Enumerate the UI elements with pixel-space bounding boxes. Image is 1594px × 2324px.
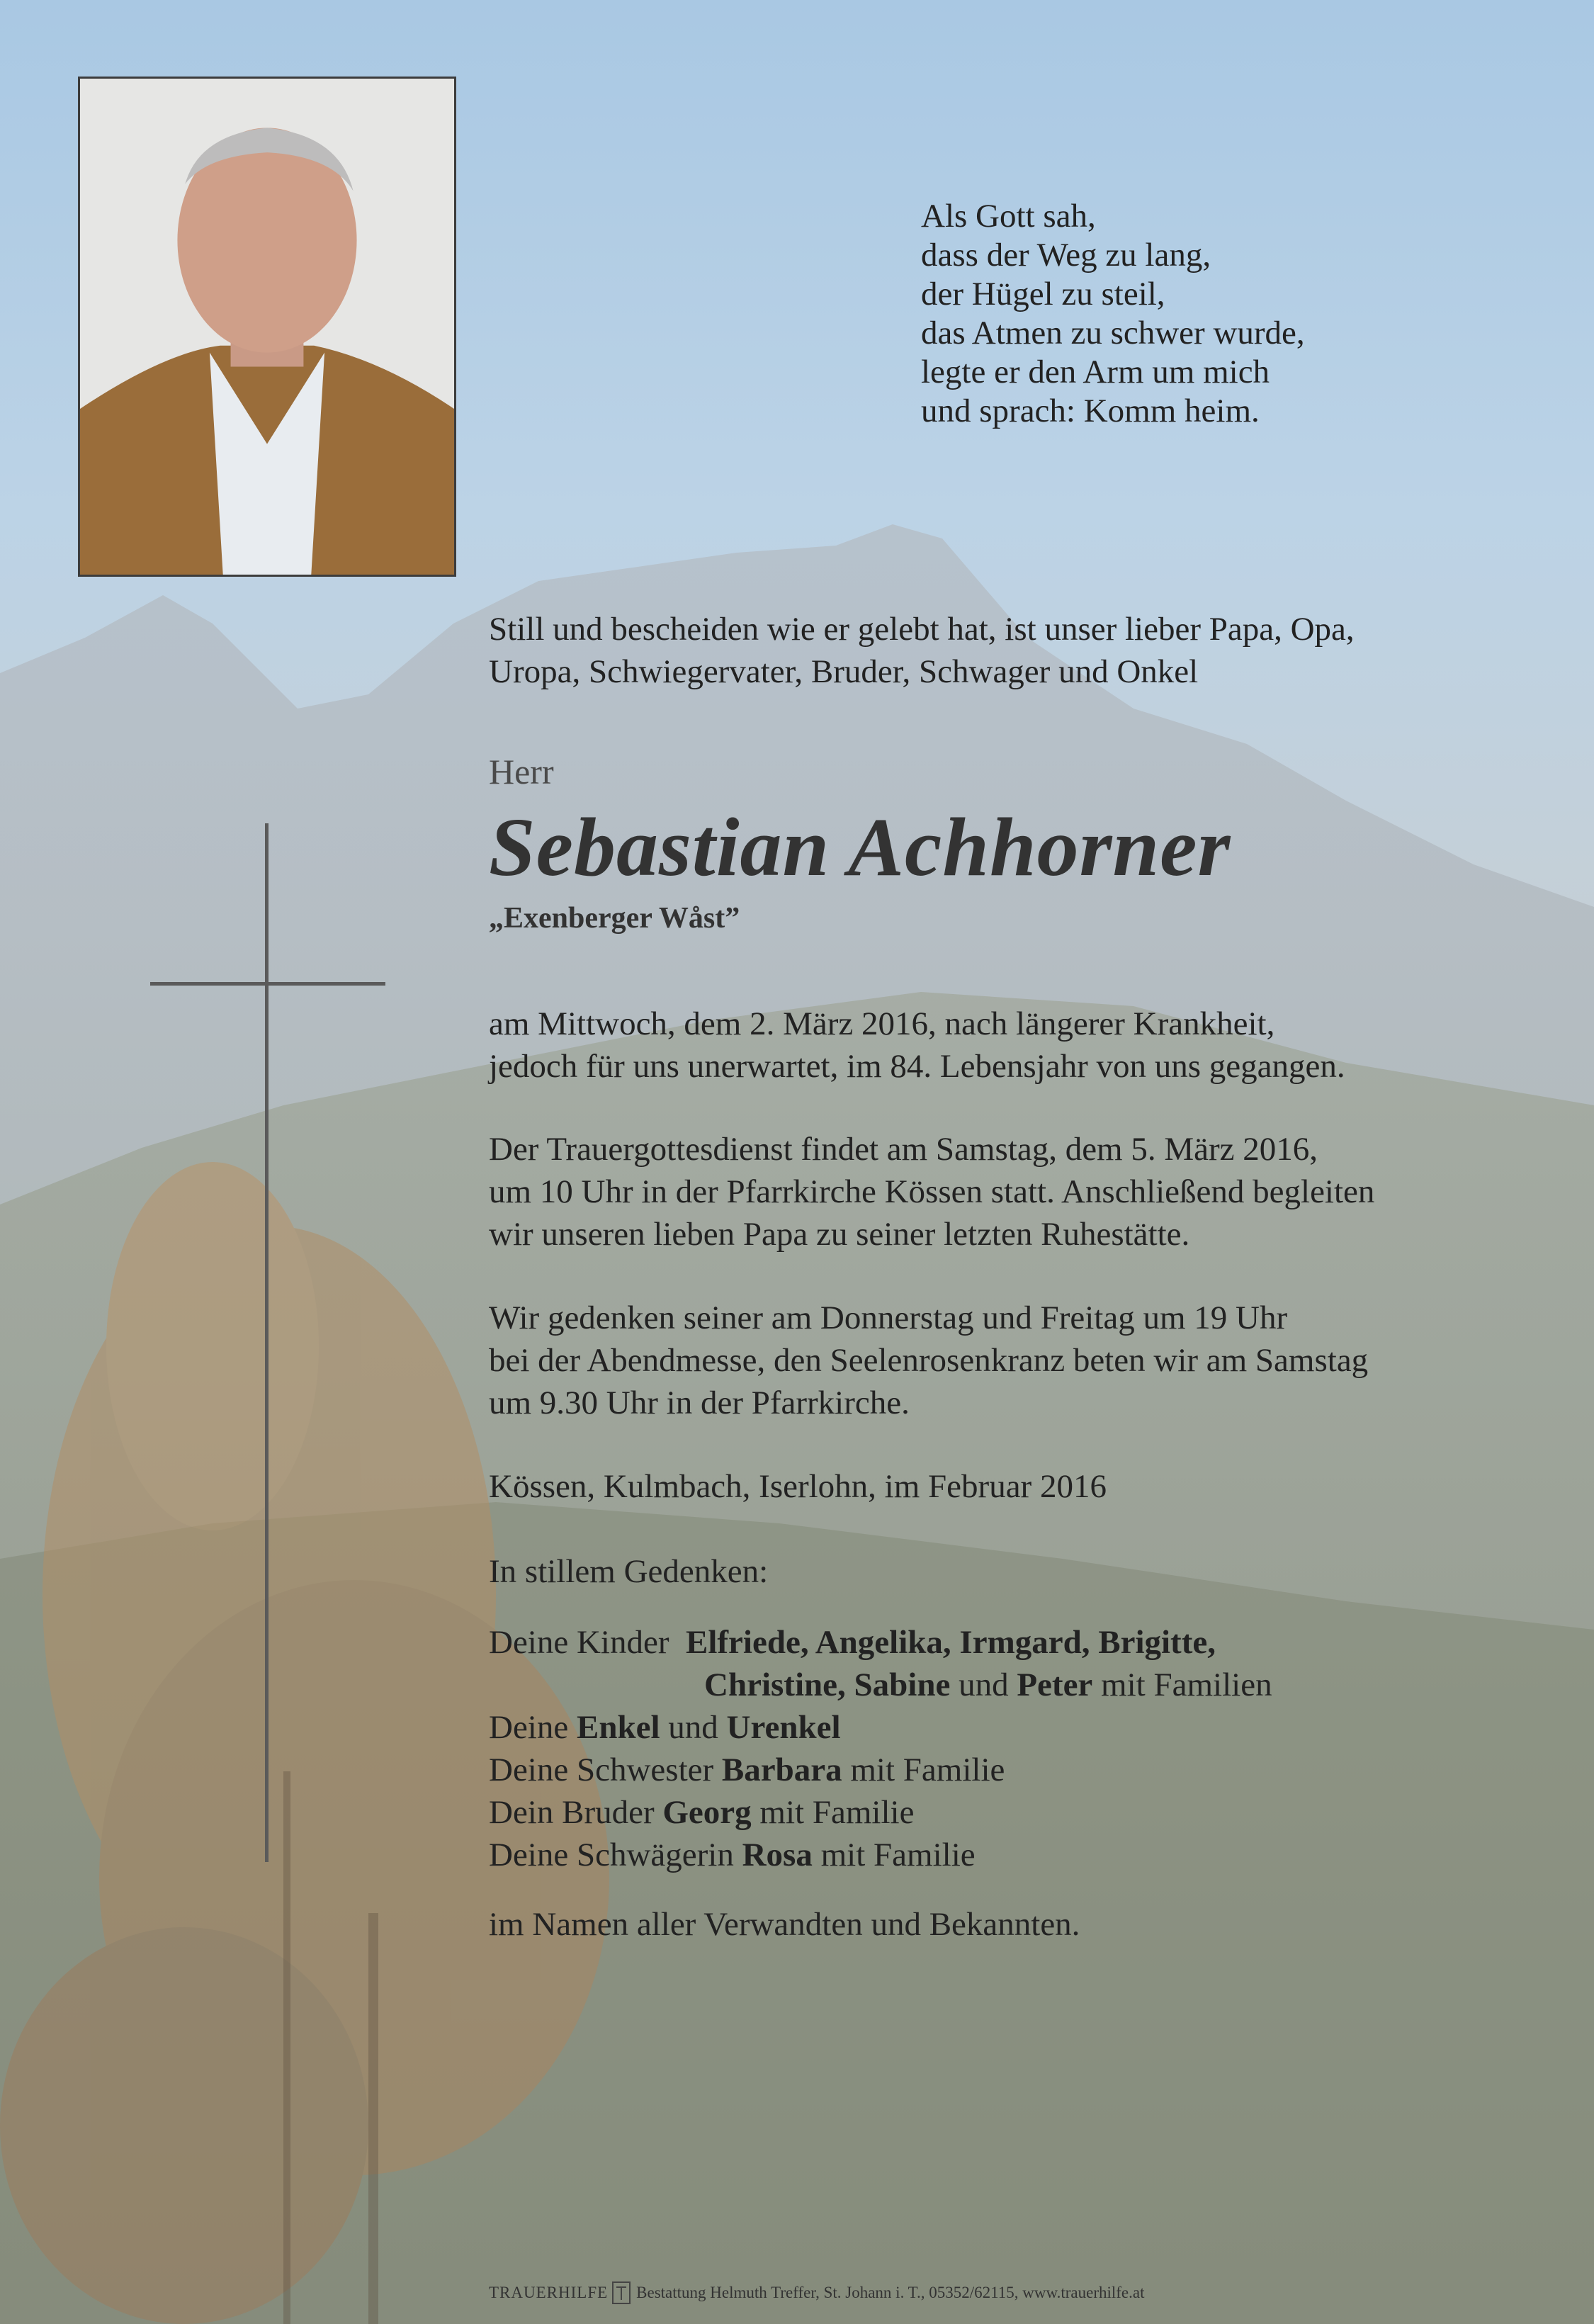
- deceased-name: Sebastian Achhorner: [489, 801, 1231, 893]
- family-children: Deine Kinder Elfriede, Angelika, Irmgard, Brigitte,: [489, 1624, 1216, 1661]
- poem-line: Als Gott sah,: [921, 198, 1096, 235]
- salutation: Herr: [489, 752, 554, 791]
- memorial-paragraph: [489, 1297, 1368, 1424]
- family-sister-in-law: Deine Schwägerin Rosa mit Familie: [489, 1837, 976, 1873]
- funeral-paragraph: [489, 1128, 1374, 1256]
- portrait-photo: [78, 77, 456, 577]
- intro-line: Uropa, Schwiegervater, Bruder, Schwager und Onkel: [489, 653, 1199, 690]
- mourning-heading: In stillem Gedenken:: [489, 1553, 769, 1590]
- death-line: jedoch für uns unerwartet, im 84. Lebensjahr von uns gegangen.: [489, 1048, 1345, 1085]
- poem-line: legte er den Arm um mich: [921, 354, 1270, 390]
- memorial-line: bei der Abendmesse, den Seelenrosenkranz beten wir am Samstag: [489, 1342, 1369, 1379]
- cross-icon-vertical: [265, 823, 269, 1862]
- funeral-line: wir unseren lieben Papa zu seiner letzten Ruhestätte.: [489, 1216, 1190, 1253]
- portrait-image: [80, 79, 454, 575]
- family-brother: Dein Bruder Georg mit Familie: [489, 1794, 915, 1831]
- funeral-line: um 10 Uhr in der Pfarrkirche Kössen statt. Anschließend begleiten: [489, 1173, 1375, 1210]
- trauerhilfe-logo-icon: [612, 2281, 631, 2304]
- closing-line: im Namen aller Verwandten und Bekannten.: [489, 1906, 1080, 1943]
- funeral-line: Der Trauergottesdienst findet am Samstag, dem 5. März 2016,: [489, 1131, 1318, 1168]
- family-list: [489, 1621, 1272, 1876]
- death-paragraph: [489, 1003, 1345, 1088]
- poem-line: dass der Weg zu lang,: [921, 237, 1211, 273]
- poem-line: und sprach: Komm heim.: [921, 393, 1260, 429]
- intro-paragraph: [489, 608, 1355, 693]
- cross-icon-horizontal: [150, 982, 385, 986]
- place-date: Kössen, Kulmbach, Iserlohn, im Februar 2016: [489, 1468, 1107, 1505]
- intro-line: Still und bescheiden wie er gelebt hat, ist unser lieber Papa, Opa,: [489, 611, 1355, 648]
- footer-text: Bestattung Helmuth Treffer, St. Johann i. T., 05352/62115, www.trauerhilfe.at: [636, 2284, 1145, 2301]
- family-children-cont: Christine, Sabine und Peter mit Familien: [704, 1666, 1272, 1703]
- memorial-line: um 9.30 Uhr in der Pfarrkirche.: [489, 1384, 910, 1421]
- nickname: „Exenberger Wåst”: [489, 902, 740, 935]
- children-names: Elfriede, Angelika, Irmgard, Brigitte,: [685, 1624, 1216, 1661]
- poem: [921, 197, 1305, 431]
- footer-brand: TRAUERHILFE: [489, 2284, 609, 2301]
- family-sister: Deine Schwester Barbara mit Familie: [489, 1752, 1005, 1788]
- memorial-line: Wir gedenken seiner am Donnerstag und Freitag um 19 Uhr: [489, 1299, 1288, 1336]
- family-grandchildren: Deine Enkel und Urenkel: [489, 1709, 841, 1746]
- footer: [489, 2281, 1144, 2304]
- death-line: am Mittwoch, dem 2. März 2016, nach längerer Krankheit,: [489, 1005, 1275, 1042]
- poem-line: das Atmen zu schwer wurde,: [921, 315, 1305, 351]
- poem-line: der Hügel zu steil,: [921, 276, 1165, 312]
